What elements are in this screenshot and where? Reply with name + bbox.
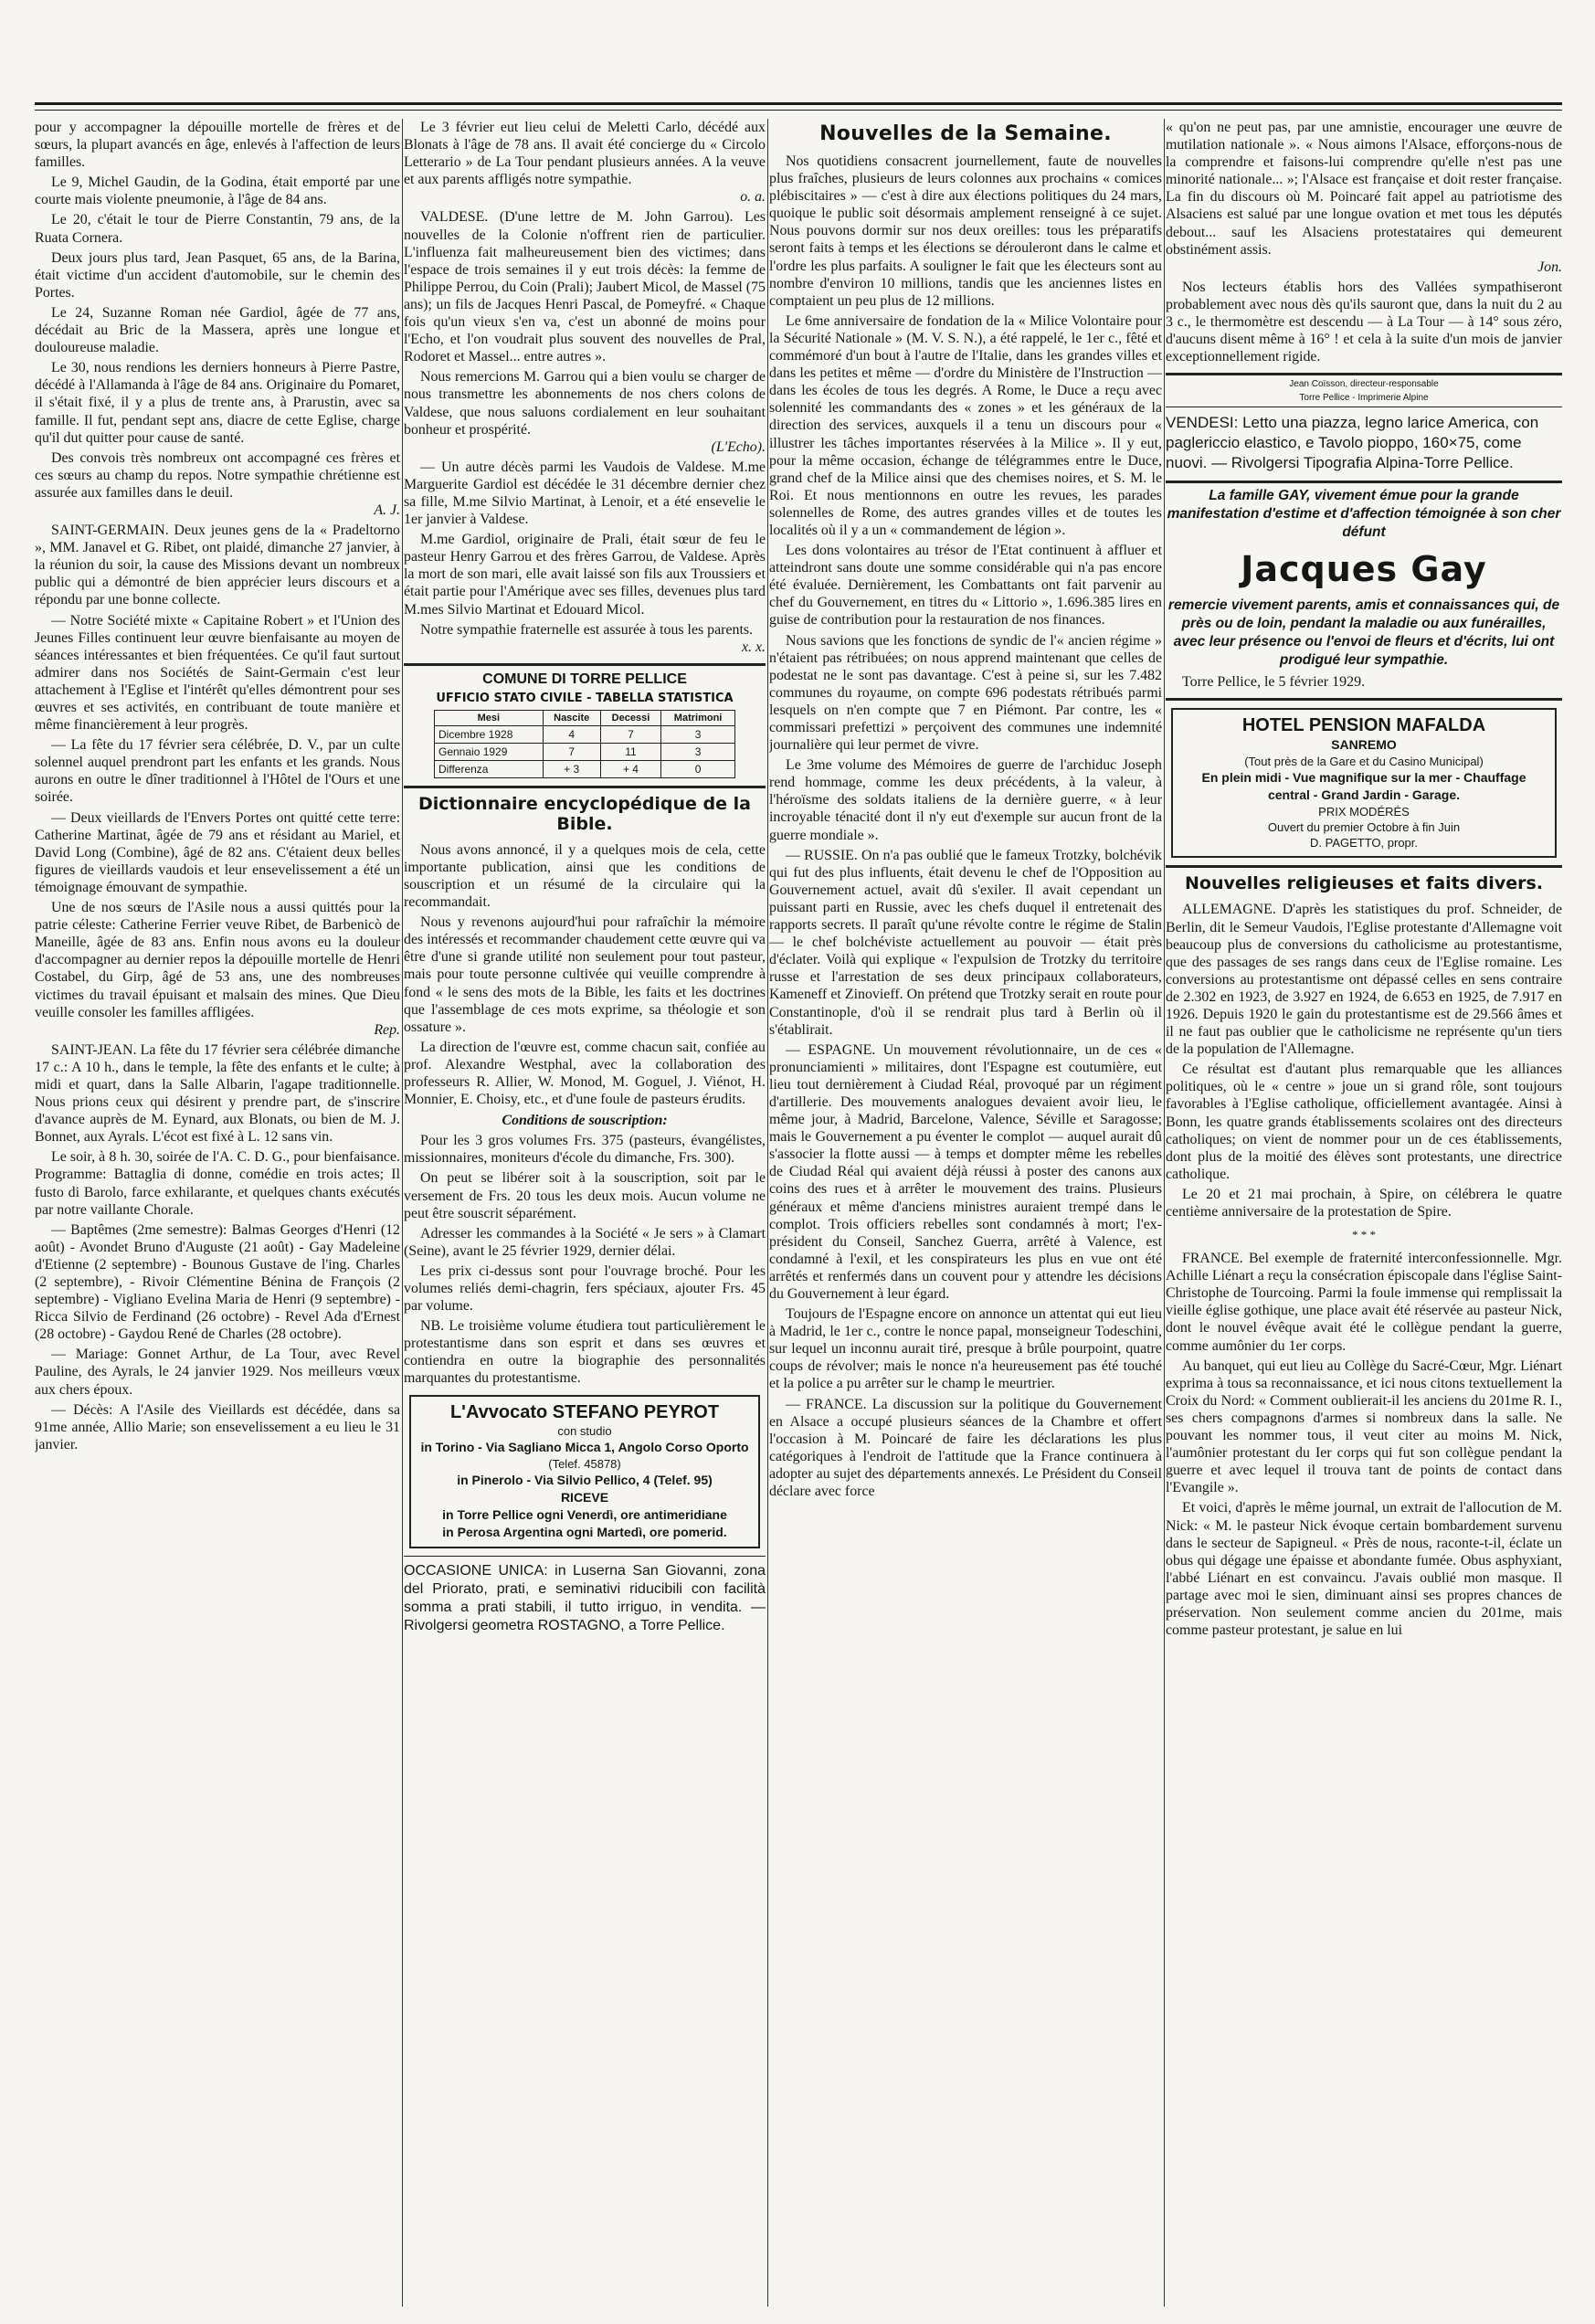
hotel-line: (Tout près de la Gare et du Casino Municipal) [1244, 755, 1484, 769]
signature: x. x. [741, 639, 766, 655]
hotel-line: PRIX MODÉRÉS [1318, 805, 1410, 819]
article-paragraph: Le 6me anniversaire de fondation de la « Milice Volontaire pour la Sécurité Nationale » (M. V. S. N.), a été rappelé, le 1er c., fêté et commémoré d'un bout à l'autre de l'Italie, dans les grandes villes et dans les petites et même — d'ordre du Ministère de l'Instruction — dans les écoles de tous les degrés. A Rome, le Duce a reçu avec solennité les commandants des « zones » et les généraux de la direction des services, auxquels il a tenu un discours pour « illustrer les tâches importantes réservées à la Milice ». Il y eut, pour la même occasion, échange de télégrammes entre le Duce, grand chef de la Milice ainsi que des chemises noires, et S. M. le Roi. Et nous mentionnons en outre les revues, les parades solennelles de Rome, des autres grandes villes et de toutes les localités où il y a un « commandement de légion ». [769, 312, 1162, 538]
article-paragraph: La direction de l'œuvre est, comme chacun sait, confiée au prof. Alexandre Westphal, avec la collaboration des professeurs R. Allier, W. Monod, M. Goguel, J. Viénot, H. Monnier, E. Choisy, etc., et d'une foule de pasteurs érudits. [404, 1039, 766, 1108]
section-title: Nouvelles de la Semaine. [819, 122, 1112, 145]
article-paragraph: Deux jours plus tard, Jean Pasquet, 65 ans, de la Barina, était victime d'un accident d'automobile, sur le chemin des Portes. [35, 249, 400, 301]
article-paragraph: SAINT-GERMAIN. Deux jeunes gens de la « Pradeltorno », MM. Janavel et G. Ribet, ont plaidé, dimanche 27 janvier, à la réunion du soir, la cause des Missions devant un nombreux public qui a démontré de bien apprécier leurs discours et a répondu par une bonne collecte. [35, 523, 400, 608]
article-paragraph: pour y accompagner la dépouille mortelle de frères et de sœurs, la plupart avancés en âge, enlevés à l'affection de leurs familles. [35, 120, 400, 171]
article-paragraph: Nous avons annoncé, il y a quelques mois de cela, cette importante publication, ainsi que les conditions de souscription et un résumé de la circulaire qui la recommandait. [404, 841, 766, 911]
table-cell: + 4 [600, 760, 660, 777]
article-paragraph: Les dons volontaires au trésor de l'Etat continuent à affluer et atteindront sans doute une somme considérable qui n'a pas encore été évaluée. Dernièrement, les Combattants ont fait parvenir au chef du Gouvernement, en titres du « Littorio », 1.696.385 lires en guise de contribution pour la restauration de nos finances. [769, 543, 1162, 629]
table-header: Mesi [435, 710, 544, 725]
signature: Rep. [374, 1021, 400, 1038]
hotel-ad [1171, 708, 1557, 858]
table-cell: + 3 [543, 760, 600, 777]
classified-ad: OCCASIONE UNICA: in Luserna San Giovanni, zona del Priorato, prati, e seminativi riducibili con facilità somma a prati stabili, il tutto irriguo, in vendita. — Rivolgersi geometra ROSTAGNO, a Torre Pellice. [404, 1562, 766, 1633]
ad-line: con studio [557, 1423, 612, 1438]
statistics-table [434, 710, 735, 778]
ad-title: L'Avvocato STEFANO PEYROT [449, 1401, 720, 1422]
hotel-title: HOTEL PENSION MAFALDA [1241, 715, 1486, 736]
classified-ad: VENDESI: Letto una piazza, legno larice America, con paglericcio elastico, e Tavolo pioppo, 160×75, come nuovi. — Rivolgersi Tipografia Alpina-Torre Pellice. [1166, 414, 1539, 472]
table-cell: 4 [543, 725, 600, 743]
article-paragraph: Et voici, d'après le même journal, un extrait de l'allocution de M. Nick: « M. le pasteur Nick évoque certain bombardement survenu dans le secteur de Sapigneul. « Près de nous, raconte-t-il, éclate un obus qui dégage une épaisse et abondante fumée. Obus asphyxiant, l'abbé Liénart en est convaincu. J'avais oublié mon masque. Il partage avec moi le sien, diminuant ainsi ses propres chances de préservation. Non seulement comme ancien du 201me, mais comme pasteur protestant, je salue en lui [1166, 1500, 1562, 1639]
dictionary-title: Dictionnaire encyclopédique de la Bible. [417, 793, 751, 834]
table-cell: 0 [661, 760, 735, 777]
article-paragraph: — FRANCE. La discussion sur la politique du Gouvernement en Alsace a occupé plusieurs séances de la Chambre et offert l'occasion à M. Poincaré de faire les déclarations les plus catégoriques à l'endroit de l'attitude que la France continuera à adopter au sujet des départements annexés. Le Président du Conseil déclare avec force [769, 1396, 1162, 1500]
ufficio-heading: UFFICIO STATO CIVILE - TABELLA STATISTICA [436, 691, 734, 705]
article-paragraph: SAINT-JEAN. La fête du 17 février sera célébrée dimanche 17 c.: A 10 h., dans le temple, la fête des enfants et le culte; à midi et quart, dans la Salle Albarin, l'agape traditionnelle. Nous prions ceux qui désirent y prendre part, de s'inscrire d'avance auprès de M. Eynard, aux Blonats, ou bien de M. J. Bonnet, aux Ayrals. L'écot est fixé à L. 12 sans vin. [35, 1041, 400, 1146]
article-paragraph: Nous remercions M. Garrou qui a bien voulu se charger de nous transmettre les abonnements de nos chers colons de Valdese, que nous saluons cordialement en leur souhaitant bonheur et prospérité. [404, 369, 766, 438]
header-rule-thin [35, 110, 1562, 111]
article-paragraph: Nos lecteurs établis hors des Vallées sympathiseront probablement avec nous dès qu'ils sauront que, dans la nuit du 2 au 3 c., le thermomètre est descendu — à La Tour — à 14° sous zéro, d'aucuns disent même à 16° ! et cela à la suite d'un mois de janvier exceptionnellement rigide. [1166, 279, 1562, 365]
article-paragraph: Notre sympathie fraternelle est assurée à tous les parents. [420, 621, 754, 638]
article-paragraph: M.me Gardiol, originaire de Prali, était sœur de feu le pasteur Henry Garrou et des frères Garrou, de Valdese. Après la mort de son mari, elle avait laissé son fils aux Troussiers et était partie pour l'Amérique avec ses filles, devenues plus tard M.mes Silvio Martinat et Edouard Micol. [404, 532, 766, 618]
table-cell: Differenza [435, 760, 544, 777]
article-paragraph: Nos quotidiens consacrent journellement, faute de nouvelles plus fraîches, plusieurs de leurs colonnes aux prochains « comices plébiscitaires » — c'est à dire aux élections politiques du 24 mars, quoique le public soit désormais amplement renseigné à ce sujet. Nous pouvons dormir sur nos deux oreilles: tous les préparatifs seront faits à temps et les élections se dérouleront dans le calme et l'ordre les plus parfaits. A souligner le fait que les électeurs sont au nombre d'environ 10 millions, tandis que les anciennes listes en comptaient un peu plus de 12 millions. [769, 153, 1162, 309]
article-paragraph: VALDESE. (D'une lettre de M. John Garrou). Les nouvelles de la Colonie n'offrent rien de particulier. L'influenza fait malheureusement bien des victimes; dans l'espace de trois semaines il y eut trois décès: la femme de Philippe Perrou, du Coin (Prali); Jaubert Micol, de Massel (75 ans); un fils de Jacques Henri Pascal, de Pomeyfré. « Chaque fois qu'un vieux s'en va, c'est un abonné de moins pour l'Echo, et l'on voudrait plus souvent des nouvelles de Pral, Rodoret et Massel... entre autres ». [404, 209, 766, 365]
table-header-row [435, 710, 735, 725]
hotel-line: Ouvert du premier Octobre à fin Juin [1267, 820, 1461, 835]
section-rule [1166, 698, 1562, 701]
article-paragraph: Le 9, Michel Gaudin, de la Godina, était emporté par une courte mais violente pneumonie, à l'âge de 84 ans. [35, 174, 400, 208]
article-paragraph: ALLEMAGNE. D'après les statistiques du prof. Schneider, de Berlin, dit le Semeur Vaudois, l'Eglise protestante d'Allemagne voit beaucoup plus de conversions du catholicisme au protestantisme, que des passages de ses rangs dans ceux de l'Eglise romaine. Les conversions au protestantisme ont dépassé celles en sens contraire de 2.302 en 1923, de 3.927 en 1924, de 6.653 en 1925, de 7.917 en 1926. Depuis 1920 le gain du protestantisme est de 29.566 âmes et il ne faut pas oublier que le catholicisme ne représente qu'un tiers de la population de l'Allemagne. [1166, 902, 1562, 1058]
article-paragraph: Le 3 février eut lieu celui de Meletti Carlo, décédé aux Blonats à l'âge de 78 ans. Il avait été concierge du « Circolo Letterario » de La Tour pendant plusieurs années. A la veuve et aux parents affligés notre sympathie. [404, 120, 766, 188]
article-paragraph: NB. Le troisième volume étudiera tout particulièrement le protestantisme dans son esprit et dans ses œuvres et contiendra en outre la biographie des personnalités marquantes du protestantisme. [404, 1318, 766, 1387]
article-paragraph: — Notre Société mixte « Capitaine Robert » et l'Union des Jeunes Filles continuent leur œuvre bienfaisante au moyen de séances intéressantes et bien fréquentées. Ce qu'il faut surtout admirer dans nos Sociétés de Saint-Germain c'est leur attachement à l'Eglise et l'intérêt qu'elles démontrent pour ses œuvres et ses activités, en contribuant de toute manière et même financièrement à leur progrès. [35, 612, 400, 734]
table-cell: Dicembre 1928 [435, 725, 544, 743]
column-divider [1164, 119, 1165, 2307]
section-rule [404, 786, 766, 788]
article-paragraph: Pour les 3 gros volumes Frs. 375 (pasteurs, évangélistes, missionnaires, moniteurs d'école du dimanche, Frs. 300). [404, 1133, 766, 1167]
article-paragraph: Le 24, Suzanne Roman née Gardiol, âgée de 77 ans, décédait au Bric de la Massera, après une longue et douloureuse maladie. [35, 304, 400, 356]
article-paragraph: Le 30, nous rendions les derniers honneurs à Pierre Pastre, décédé à l'Allamanda à l'âge de 84 ans. Originaire du Pomaret, il s'était fixé, il y a plus de trente ans, à Prarustin, avec sa famille. Il fut, pendant sept ans, diacre de cette Eglise, charge qu'il dut quitter pour cause de santé. [35, 360, 400, 446]
section-rule [1166, 865, 1562, 868]
thanks-notice-top: La famille GAY, vivement émue pour la grande manifestation d'estime et d'affection témoignée à son cher défunt [1167, 488, 1561, 541]
article-paragraph: Le soir, à 8 h. 30, soirée de l'A. C. D. G., pour bienfaisance. Programme: Battaglia di donne, comédie en trois actes; Il fusto di Barolo, farce exhilarante, et quelques chants exécutés par notre vaillante Chorale. [35, 1149, 400, 1218]
article-paragraph: « qu'on ne peut pas, par une amnistie, encourager une œuvre de mutilation nationale ». « Nous aimons l'Alsace, efforçons-nous de la comprendre et faisons-lui comprendre qu'elle n'est pas une minorité nationale... »; l'Alsace est française et doit rester française. La fin du discours où M. Poincaré fait appel au patriotisme des Alsaciens est salué par une longue ovation et met tous les députés debout... sauf les Alsaciens protestataires qui demeurent obstinément assis. [1166, 120, 1562, 258]
article-paragraph: On peut se libérer soit à la souscription, soit par le versement de Frs. 20 tous les deux mois. Aucun volume ne peut être souscrit séparément. [404, 1170, 766, 1221]
section-rule [1166, 373, 1562, 375]
column-1 [35, 119, 400, 2307]
article-paragraph: — Mariage: Gonnet Arthur, de La Tour, avec Revel Pauline, des Ayrals, le 24 janvier 1929. Nos meilleurs vœux aux chers époux. [35, 1347, 400, 1398]
table-header: Nascite [543, 710, 600, 725]
column-2 [404, 119, 766, 2307]
comune-heading: COMUNE DI TORRE PELLICE [482, 671, 687, 687]
article-paragraph: Le 20, c'était le tour de Pierre Constantin, 79 ans, de la Ruata Cornera. [35, 212, 400, 246]
separator-stars: * * * [1352, 1228, 1376, 1242]
lawyer-ad [409, 1395, 760, 1548]
article-paragraph: — RUSSIE. On n'a pas oublié que le fameux Trotzky, bolchévik qui fut des plus influents, était devenu le chef de l'Opposition au Gouvernement actuel, avait dû s'exiler. Il avait cependant un puissant parti en Russie, avec les chefs duquel il entretenait des rapports secrets. Il paraît qu'une révolte contre le régime de Stalin — le chef bolchéviste actuellement au pouvoir — était près d'éclater. Voilà qui explique « l'expulsion de Trotzky du territoire russe et l'arrestation de ses deux principaux collaborateurs, Kameneff et Zinovieff. On prétend que Trotzky serait en route pour Constantinople, d'où il se rendrait plus tard à Berlin où il s'établirait. [769, 847, 1162, 1038]
hotel-line: En plein midi - Vue magnifique sur la mer - Chauffage central - Grand Jardin - Garage. [1201, 770, 1526, 803]
article-paragraph: — ESPAGNE. Un mouvement révolutionnaire, un de ces « pronunciamienti » militaires, dont l'Espagne est coutumière, eut lieu tout dernièrement à Ciudad Réal, provoqué par un régiment d'artillerie. Des mouvements analogues devaient avoir lieu, le même jour, à Madrid, Barcelone, Valence, Séville et Saragosse; mais le Gouvernement a pu éventer le complot — auquel aurait dû s'associer la flotte aussi — à temps et dompter même les rebelles de Ciudad Réal qui avaient déjà réussi à poster des canons aux coins des rues et à arrêter le mouvement des trains. Plusieurs généraux et même d'anciens ministres auraient trempé dans le complot. Trois officiers rebelles sont condamnés à mort; l'ex-président du Conseil, Sanchez Guerra, arrêté à Valence, est condamné à l'exil, et les conspirateurs les plus en vue ont été arrêtés et renfermés dans un couvent pour y attendre les décisions du Gouvernement à leur égard. [769, 1041, 1162, 1302]
table-header: Matrimoni [661, 710, 735, 725]
ad-line: RICEVE [560, 1489, 609, 1505]
article-paragraph: Les prix ci-dessus sont pour l'ouvrage broché. Pour les volumes reliés demi-chagrin, fers spéciaux, ajouter Frs. 45 par volume. [404, 1262, 766, 1315]
article-paragraph: — Deux vieillards de l'Envers Portes ont quitté cette terre: Catherine Martinat, âgée de 79 ans et résidant au Mariel, et David Long (Combine), âgé de 82 ans. C'étaient deux belles figures de vieillards vaudois et leur ensevelissement a été un témoignage émouvant de sympathie. [35, 809, 400, 895]
column-3 [769, 119, 1162, 2307]
signature: o. a. [740, 189, 766, 206]
article-paragraph: Toujours de l'Espagne encore on annonce un attentat qui eut lieu à Madrid, le 1er c., contre le nonce papal, monseigneur Todeschini, sur lequel un inconnu aurait tiré, presque à brûle pourpoint, quatre coups de révolver; mais le nonce n'a heureusement pas été touché et la police a pu arrêter sur le champ le meurtrier. [769, 1306, 1162, 1392]
article-paragraph: FRANCE. Bel exemple de fraternité interconfessionnelle. Mgr. Achille Liénart a reçu la consécration épiscopale dans l'église Saint-Christophe de Tourcoing. Parmi la foule immense qui remplissait la vieille église gothique, une place avait été réservée au pasteur Nick, dont le nouvel évêque avait été le collègue pendant la guerre, comme aumônier du 1er corps. [1166, 1251, 1562, 1354]
article-paragraph: Adresser les commandes à la Société « Je sers » à Clamart (Seine), avant le 25 février 1929, dernier délai. [404, 1225, 766, 1259]
table-row [435, 760, 735, 777]
table-cell: 3 [661, 725, 735, 743]
hotel-line: D. PAGETTO, propr. [1310, 836, 1418, 850]
article-paragraph: — Un autre décès parmi les Vaudois de Valdese. M.me Marguerite Gardiol est décédée le 31 décembre dernier chez sa fille, M.me Silvio Martinat, à Lenoir, et a été ensevelie le 1er janvier à Valdese. [404, 459, 766, 528]
editor-credit: Jean Coïsson, directeur-responsable [1289, 379, 1439, 390]
ad-line: in Perosa Argentina ogni Martedì, ore pomerid. [442, 1524, 727, 1539]
signature: (L'Echo). [711, 438, 766, 455]
signature: A. J. [374, 502, 400, 518]
religious-news-title: Nouvelles religieuses et faits divers. [1185, 873, 1543, 894]
article-paragraph: Ce résultat est d'autant plus remarquable que les alliances politiques, où le « centre » joue un si grand rôle, sont toujours favorables à l'Eglise catholique, officiellement avantagée. Ainsi à Bonn, les quatre grands établissements scolaires ont des directeurs catholiques; on vient de nommer pour un de ces établissements, dont plus de la moitié des élèves sont protestants, une directrice catholique. [1166, 1062, 1562, 1182]
printer-credit: Torre Pellice - Imprimerie Alpine [1299, 393, 1429, 404]
section-rule [404, 1556, 766, 1557]
header-rule [35, 102, 1562, 105]
ad-line: in Pinerolo - Via Silvio Pellico, 4 (Telef. 95) [457, 1472, 713, 1487]
ad-line: in Torino - Via Sagliano Micca 1, Angolo Corso Oporto [420, 1439, 749, 1454]
column-divider [402, 119, 403, 2307]
article-paragraph: Nous savions que les fonctions de syndic de l'« ancien régime » n'étaient pas rétribuées; on nous apprend maintenant que celles de podestat ne le sont pas davantage. C'est à peine si, sur les 7.482 communes du royaume, on compte 696 podestats rétribués parmi lesquels on n'en compte que 7 en Piémont. Par contre, les « commissari prefettizi » perçoivent des communes une indemnité journalière qui leur permet de vivre. [769, 632, 1162, 754]
hotel-line: SANREMO [1331, 737, 1397, 753]
table-cell: Gennaio 1929 [435, 743, 544, 760]
table-row [435, 725, 735, 743]
notice-date: Torre Pellice, le 5 février 1929. [1182, 674, 1366, 691]
article-paragraph: Nous y revenons aujourd'hui pour rafraîchir la mémoire des intéressés et recommander chaudement cette œuvre qui va être d'une si grande utilité non seulement pour tout pasteur, mais pour toute personne cultivée qui veuille comprendre à fond « le sens des mots de la Bible, les faits et les doctrines que l'assemblage de ces mots exprime, sa théologie et son ossature ». [404, 914, 766, 1035]
article-paragraph: — La fête du 17 février sera célébrée, D. V., par un culte solennel auquel prendront part les enfants et les grands. Nous aurons en outre le dîner traditionnel à l'Hôtel de l'Ours et une soirée. [35, 737, 400, 806]
table-cell: 3 [661, 743, 735, 760]
column-divider [767, 119, 768, 2307]
conditions-title: Conditions de souscription: [502, 1113, 668, 1129]
table-cell: 11 [600, 743, 660, 760]
article-paragraph: Le 20 et 21 mai prochain, à Spire, on célébrera le quatre centième anniversaire de la protestation de Spire. [1166, 1186, 1562, 1220]
thanks-notice-bottom: remercie vivement parents, amis et connaissances qui, de près ou de loin, pendant la maladie ou aux funérailles, avec leur présence ou l'envoi de fleurs et d'écrits, lui ont prodigué leur sympathie. [1167, 597, 1560, 669]
article-paragraph: — Baptêmes (2me semestre): Balmas Georges d'Henri (12 août) - Avondet Bruno d'Auguste (21 août) - Gay Madeleine d'Etienne (2 septembre) - Bounous Gustave de l'ing. Charles (2 septembre), - Rivoir Clémentine Bénina de François (2 septembre) - Vigliano Evelina Maria de Henri (9 septembre) - Ricca Silvio de Ferdinand (26 octobre) - Revel Ada d'Ernest (28 octobre) - Gaydou René de Charles (28 octobre). [35, 1221, 400, 1343]
table-cell: 7 [600, 725, 660, 743]
table-header: Decessi [600, 710, 660, 725]
signature: Jon. [1537, 259, 1562, 275]
table-row [435, 743, 735, 760]
article-paragraph: Des convois très nombreux ont accompagné ces frères et ces sœurs au champ du repos. Notre sympathie chrétienne est assurée aux familles dans le deuil. [35, 449, 400, 501]
ad-line: in Torre Pellice ogni Venerdì, ore antimeridiane [442, 1506, 727, 1522]
table-cell: 7 [543, 743, 600, 760]
ad-line: (Telef. 45878) [548, 1456, 621, 1471]
article-paragraph: Le 3me volume des Mémoires de guerre de l'archiduc Joseph rend hommage, comme les deux précédents, à la valeur, à l'héroïsme des soldats italiens de la dernière guerre, « à leur incroyable ténacité dont il n'y eut d'exemple sur aucun front de la guerre mondiale ». [769, 757, 1162, 843]
deceased-name: Jacques Gay [1241, 549, 1487, 590]
article-paragraph: Au banquet, qui eut lieu au Collège du Sacré-Cœur, Mgr. Liénart exprima à tous sa reconnaissance, et ici nous citons textuellement la Croix du Nord: « Comment oublierait-il les anciens du 201me R. I., ses chers compagnons d'armes si nombreux dans la salle. Ne pouvant les nommer tous, il veut citer au moins M. Nick, l'aumônier protestant du Ier corps qui fut son collègue pendant la guerre et avec lequel il trouva tant de points de contact dans l'Evangile ». [1166, 1357, 1562, 1496]
column-4 [1166, 119, 1562, 2307]
article-paragraph: — Décès: A l'Asile des Vieillards est décédée, dans sa 91me année, Allio Marie; son ensevelissement a eu lieu le 31 janvier. [35, 1401, 400, 1452]
section-rule [404, 663, 766, 666]
section-rule [1166, 481, 1562, 483]
article-paragraph: Une de nos sœurs de l'Asile nous a aussi quittés pour la patrie céleste: Catherine Ferrier veuve Ribet, de Barbenicò de Maneille, âgée de 83 ans. Enfin nous avons eu la douleur d'accompagner au dernier repos la dépouille mortelle de Henri Costabel, du Girp, âgé de 53 ans, une des nombreuses victimes du travail épuisant et malsain des mines. Que Dieu veuille consoler les familles affligées. [35, 900, 400, 1020]
